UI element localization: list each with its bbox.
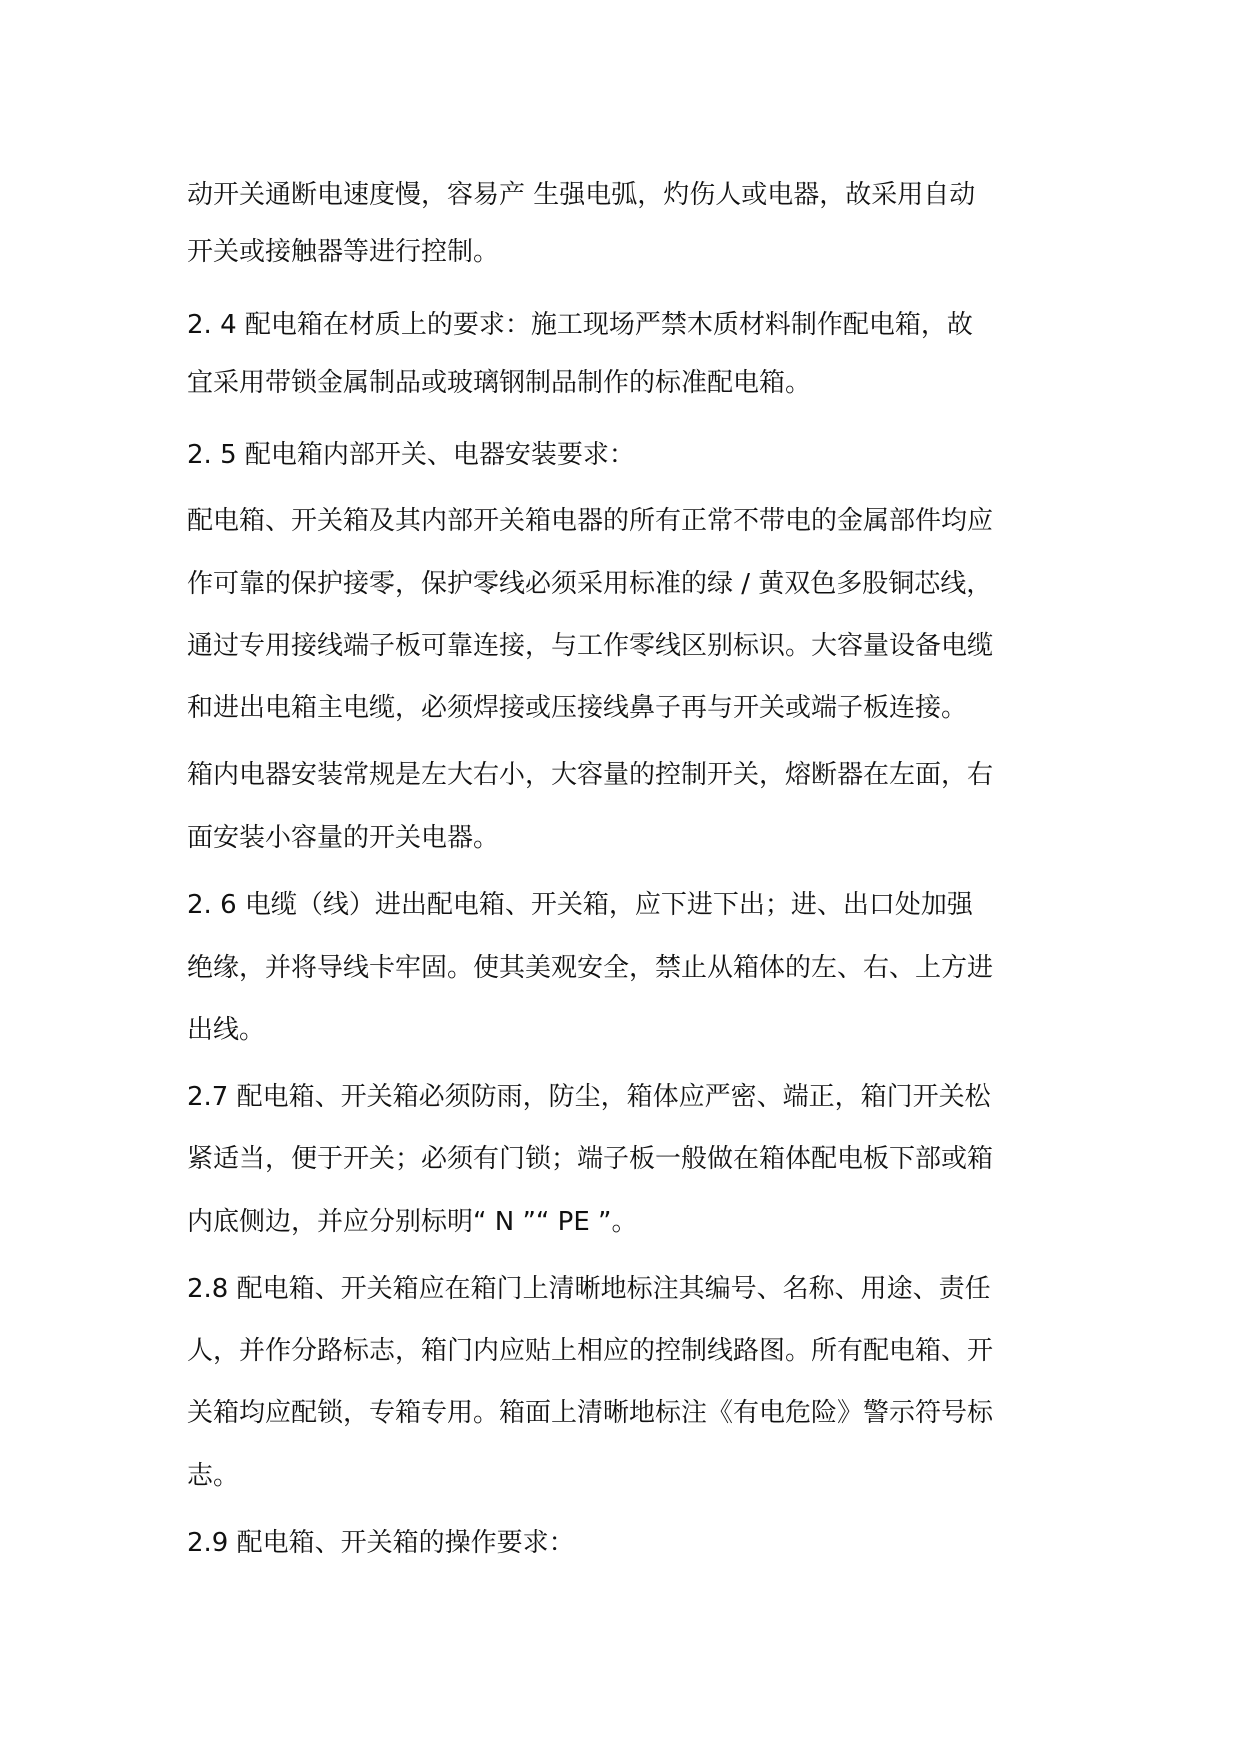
text-line: 志。 bbox=[187, 1461, 240, 1491]
text-line: 紧适当，便于开关；必须有门锁；端子板一般做在箱体配电板下部或箱 bbox=[187, 1144, 994, 1174]
text-line: 内底侧边，并应分别标明“ N ”“ PE ”。 bbox=[187, 1207, 638, 1237]
text-line: 作可靠的保护接零，保护零线必须采用标准的绿 / 黄双色多股铜芯线， bbox=[187, 569, 993, 599]
text-line: 绝缘，并将导线卡牢固。使其美观安全，禁止从箱体的左、右、上方进 bbox=[187, 953, 994, 983]
text-line: 和进出电箱主电缆，必须焊接或压接线鼻子再与开关或端子板连接。 bbox=[187, 693, 968, 723]
text-line: 开关或接触器等进行控制。 bbox=[187, 237, 500, 267]
section-2-4-heading: 2. 4 配电箱在材质上的要求：施工现场严禁木质材料制作配电箱，故 bbox=[187, 310, 973, 340]
text-line: 宜采用带锁金属制品或玻璃钢制品制作的标准配电箱。 bbox=[187, 368, 812, 398]
text-line: 通过专用接线端子板可靠连接，与工作零线区别标识。大容量设备电缆 bbox=[187, 631, 994, 661]
section-2-9-heading: 2.9 配电箱、开关箱的操作要求： bbox=[187, 1528, 575, 1558]
text-line: 面安装小容量的开关电器。 bbox=[187, 823, 500, 853]
text-line: 配电箱、开关箱及其内部开关箱电器的所有正常不带电的金属部件均应 bbox=[187, 506, 994, 536]
section-2-6-heading: 2. 6 电缆（线）进出配电箱、开关箱，应下进下出；进、出口处加强 bbox=[187, 890, 973, 920]
section-2-5-heading: 2. 5 配电箱内部开关、电器安装要求： bbox=[187, 440, 635, 470]
text-line: 箱内电器安装常规是左大右小，大容量的控制开关，熔断器在左面，右 bbox=[187, 760, 994, 790]
text-line: 动开关通断电速度慢，容易产 生强电弧，灼伤人或电器，故采用自动 bbox=[187, 180, 976, 210]
section-2-7-heading: 2.7 配电箱、开关箱必须防雨，防尘，箱体应严密、端正，箱门开关松 bbox=[187, 1082, 991, 1112]
text-line: 关箱均应配锁，专箱专用。箱面上清晰地标注《有电危险》警示符号标 bbox=[187, 1398, 994, 1428]
text-line: 人，并作分路标志，箱门内应贴上相应的控制线路图。所有配电箱、开 bbox=[187, 1336, 994, 1366]
text-line: 出线。 bbox=[187, 1015, 266, 1045]
section-2-8-heading: 2.8 配电箱、开关箱应在箱门上清晰地标注其编号、名称、用途、责任 bbox=[187, 1274, 991, 1304]
